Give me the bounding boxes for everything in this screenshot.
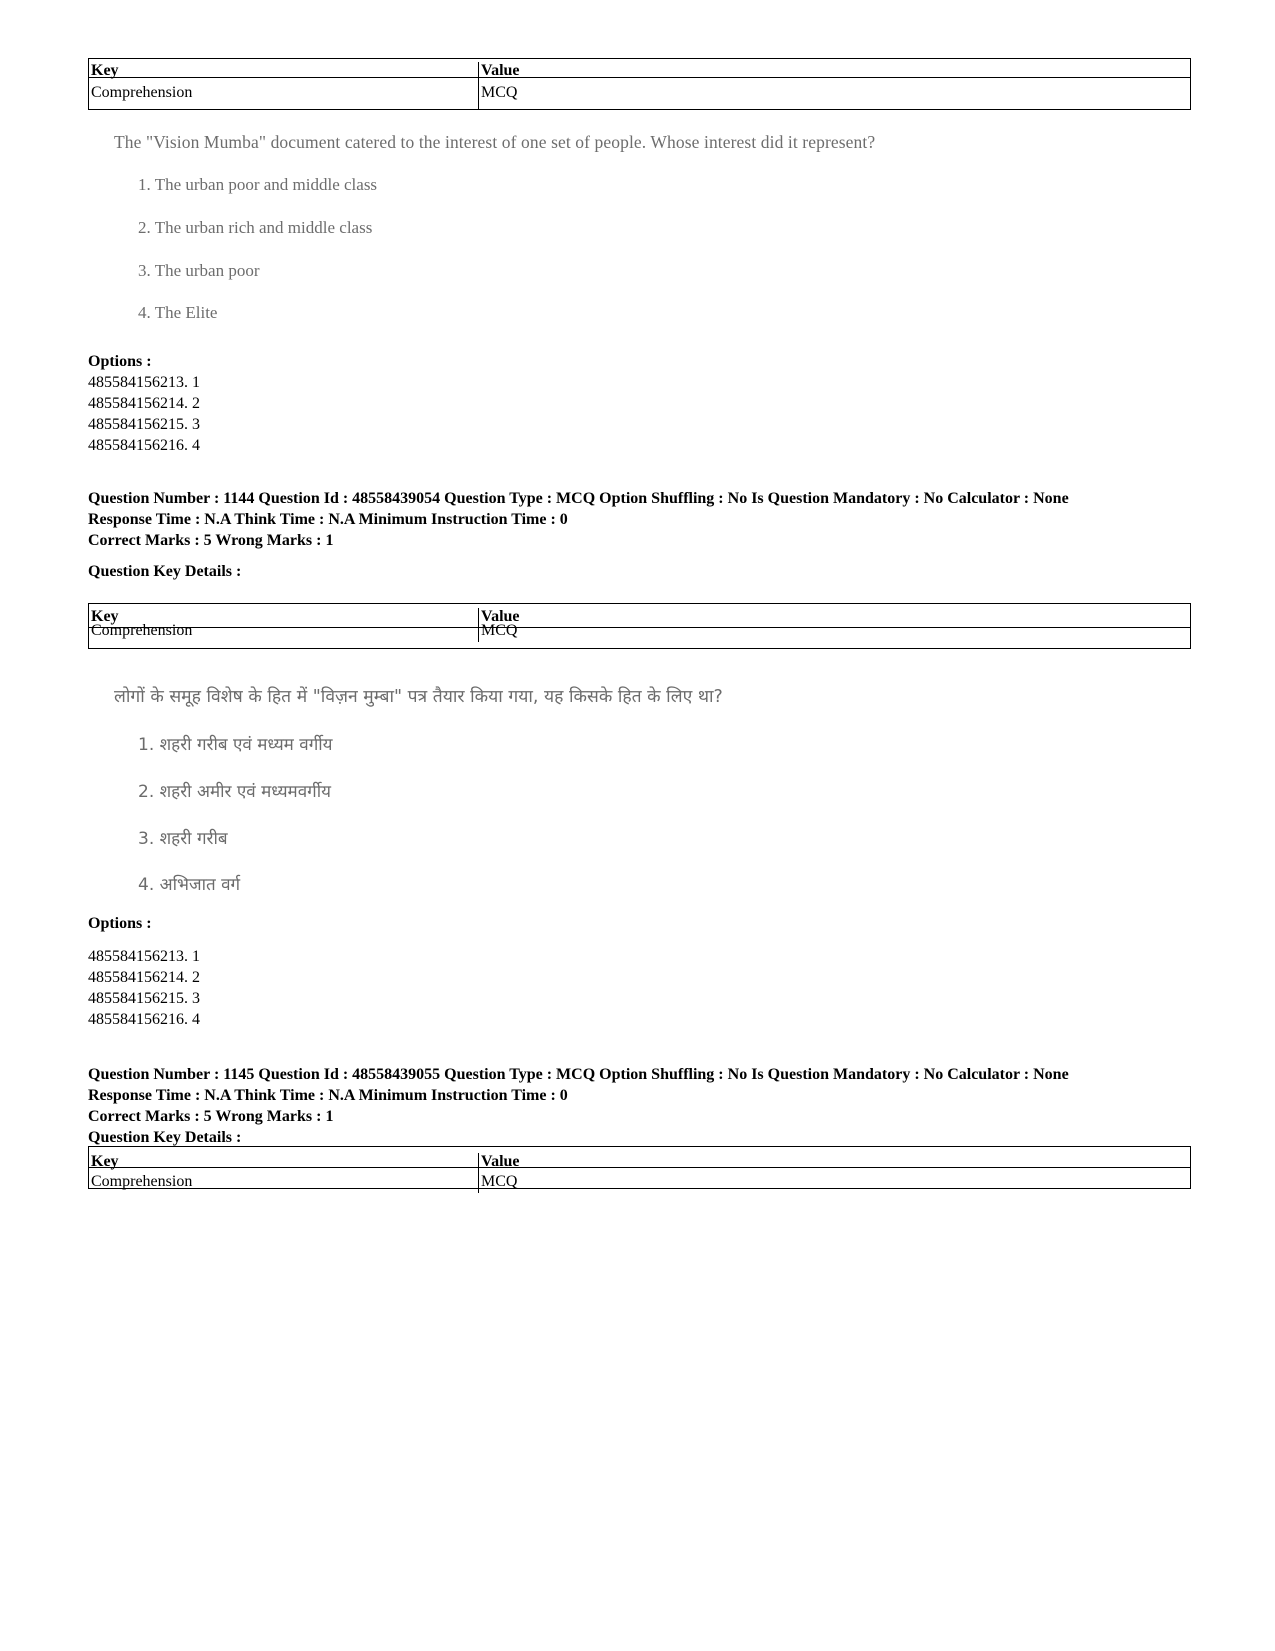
option-id-4: 485584156216. 4 (88, 1011, 200, 1028)
question-meta-line2: Response Time : N.A Think Time : N.A Minimum Instruction Time : 0 (88, 1087, 568, 1104)
key-header: Key (89, 608, 479, 631)
question-meta-line3: Correct Marks : 5 Wrong Marks : 1 (88, 532, 334, 549)
table-row (88, 622, 1191, 649)
choice-hindi-1: 1. शहरी गरीब एवं मध्यम वर्गीय (138, 735, 333, 755)
value-header: Value (481, 608, 520, 625)
question-meta-line1: Question Number : 1144 Question Id : 48558439054 Question Type : MCQ Option Shuffling : No Is Question Mandatory : No Calculator : None (88, 490, 1069, 507)
choice-1: 1. The urban poor and middle class (138, 175, 378, 194)
value-header: Value (481, 1153, 520, 1170)
key-value-table-3 (88, 1146, 1191, 1189)
option-id-3: 485584156215. 3 (88, 416, 200, 433)
key-value-table-2 (88, 603, 1191, 649)
option-id-3: 485584156215. 3 (88, 990, 200, 1007)
key-cell: Comprehension (89, 78, 479, 109)
question-meta-1145 (88, 1064, 1268, 1148)
options-label: Options : (88, 353, 152, 370)
key-details-label: Question Key Details : (88, 1129, 242, 1146)
value-cell: MCQ (481, 84, 518, 101)
choice-hindi-3: 3. शहरी गरीब (138, 829, 228, 849)
value-header: Value (481, 62, 520, 79)
value-cell: MCQ (481, 622, 518, 639)
table-row (88, 1168, 1191, 1189)
question-meta-line1: Question Number : 1145 Question Id : 48558439055 Question Type : MCQ Option Shuffling : No Is Question Mandatory : No Calculator : None (88, 1066, 1069, 1083)
choice-4: 4. The Elite (138, 303, 218, 322)
option-id-1: 485584156213. 1 (88, 374, 200, 391)
key-header: Key (89, 62, 479, 80)
key-details-label: Question Key Details : (88, 563, 242, 580)
option-id-2: 485584156214. 2 (88, 969, 200, 986)
table-header-row (88, 58, 1191, 78)
choice-2: 2. The urban rich and middle class (138, 218, 373, 237)
options-label: Options : (88, 915, 152, 932)
question-text: The "Vision Mumba" document catered to the interest of one set of people. Whose interest did it represent? (114, 132, 876, 152)
option-id-4: 485584156216. 4 (88, 437, 200, 454)
key-value-table-1 (88, 58, 1191, 110)
key-cell: Comprehension (89, 622, 479, 642)
choice-3: 3. The urban poor (138, 261, 260, 280)
choice-hindi-2: 2. शहरी अमीर एवं मध्यमवर्गीय (138, 782, 332, 802)
question-meta-1144 (88, 488, 1268, 551)
value-cell: MCQ (481, 1173, 518, 1190)
choice-hindi-4: 4. अभिजात वर्ग (138, 875, 241, 895)
question-text-hindi: लोगों के समूह विशेष के हित में "विज़न मुम्बा" पत्र तैयार किया गया, यह किसके हित के लिए था? (114, 687, 723, 707)
table-header-row (88, 1146, 1191, 1168)
key-header: Key (89, 1153, 479, 1173)
key-cell: Comprehension (89, 1173, 479, 1193)
table-row (88, 78, 1191, 110)
option-id-2: 485584156214. 2 (88, 395, 200, 412)
question-meta-line2: Response Time : N.A Think Time : N.A Minimum Instruction Time : 0 (88, 511, 568, 528)
question-meta-line3: Correct Marks : 5 Wrong Marks : 1 (88, 1108, 334, 1125)
option-id-1: 485584156213. 1 (88, 948, 200, 965)
